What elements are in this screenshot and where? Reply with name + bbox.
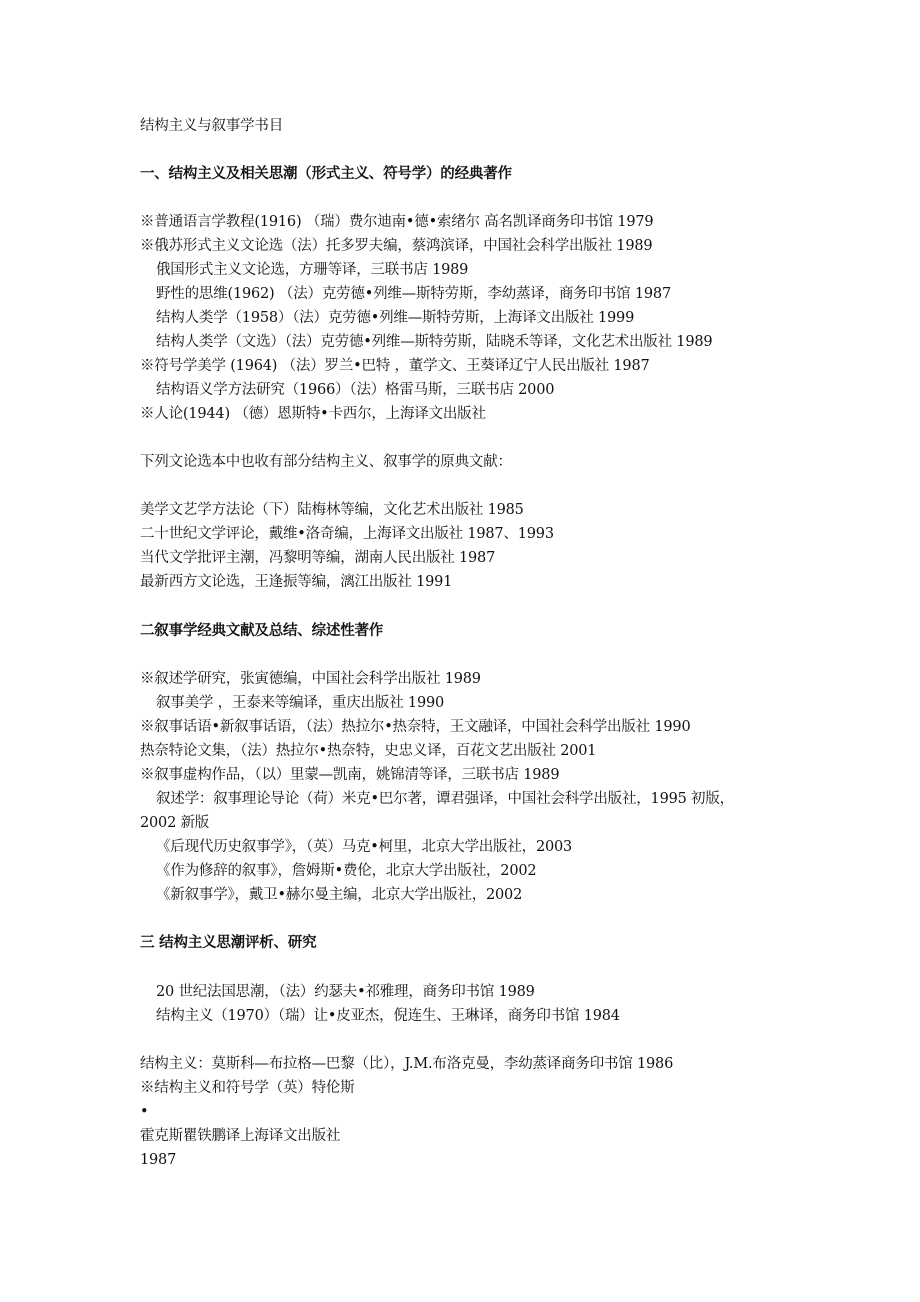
bibliography-entry: 野性的思维(1962) （法）克劳德•列维—斯特劳斯，李幼蒸译，商务印书馆 1987 — [156, 286, 671, 302]
bibliography-entry: 热奈特论文集，（法）热拉尔•热奈特，史忠义译，百花文艺出版社 2001 — [140, 743, 597, 759]
bibliography-entry: 二十世纪文学评论，戴维•洛奇编，上海译文出版社 1987、1993 — [140, 526, 554, 542]
bibliography-entry: ※普通语言学教程(1916) （瑞）费尔迪南•德•索绪尔 高名凯译商务印书馆 1979 — [140, 214, 654, 230]
bibliography-entry: ※叙事虚构作品，（以）里蒙—凯南，姚锦清等译，三联书店 1989 — [140, 767, 560, 783]
bibliography-entry: 结构主义（1970）（瑞）让•皮亚杰，倪连生、王琳译，商务印书馆 1984 — [156, 1008, 620, 1024]
bibliography-entry: 叙事美学 ，王泰来等编译，重庆出版社 1990 — [156, 695, 445, 711]
bibliography-entry: ※叙事话语•新叙事话语，（法）热拉尔•热奈特，王文融译，中国社会科学出版社 1990 — [140, 719, 691, 735]
bibliography-entry: 《后现代历史叙事学》，（英）马克•柯里，北京大学出版社，2003 — [156, 839, 573, 855]
section-heading-3: 三 结构主义思潮评析、研究 — [140, 934, 317, 951]
bibliography-entry-continued: 霍克斯瞿铁鹏译上海译文出版社 — [140, 1128, 341, 1144]
bibliography-entry: 结构主义：莫斯科—布拉格—巴黎（比），J.M.布洛克曼，李幼蒸译商务印书馆 1986 — [140, 1056, 674, 1072]
bibliography-entry: 俄国形式主义文论选，方珊等译，三联书店 1989 — [156, 262, 469, 278]
intro-paragraph: 下列文论选本中也收有部分结构主义、叙事学的原典文献： — [140, 454, 512, 470]
bibliography-entry: 美学文艺学方法论（下）陆梅林等编，文化艺术出版社 1985 — [140, 502, 524, 518]
bibliography-entry: ※人论(1944) （德）恩斯特•卡西尔，上海译文出版社 — [140, 406, 486, 422]
bibliography-entry: 20 世纪法国思潮，（法）约瑟夫•祁雅理，商务印书馆 1989 — [156, 984, 535, 1000]
bullet-separator: • — [140, 1104, 149, 1120]
bibliography-entry: ※俄苏形式主义文论选（法）托多罗夫编，蔡鸿滨译，中国社会科学出版社 1989 — [140, 238, 653, 254]
bibliography-entry: 结构语义学方法研究（1966）（法）格雷马斯，三联书店 2000 — [156, 382, 555, 398]
bibliography-entry: 叙述学：叙事理论导论（荷）米克•巴尔著，谭君强译，中国社会科学出版社，1995 初版， — [156, 791, 734, 807]
section-heading-1: 一、结构主义及相关思潮（形式主义、符号学）的经典著作 — [140, 165, 512, 182]
document-title: 结构主义与叙事学书目 — [140, 118, 283, 134]
bibliography-entry-continued: 2002 新版 — [140, 815, 210, 831]
bibliography-entry: 《作为修辞的叙事》，詹姆斯•费伦，北京大学出版社，2002 — [156, 863, 537, 879]
bibliography-entry: 最新西方文论选，王逢振等编，漓江出版社 1991 — [140, 574, 453, 590]
bibliography-entry: 结构人类学（文选）（法）克劳德•列维—斯特劳斯，陆晓禾等译，文化艺术出版社 1989 — [156, 334, 713, 350]
bibliography-entry: 《新叙事学》，戴卫•赫尔曼主编，北京大学出版社，2002 — [156, 887, 523, 903]
bibliography-entry-continued: 1987 — [140, 1152, 177, 1168]
section-heading-2: 二叙事学经典文献及总结、综述性著作 — [140, 622, 384, 639]
bibliography-entry: ※叙述学研究，张寅德编，中国社会科学出版社 1989 — [140, 671, 481, 687]
bibliography-entry: 结构人类学（1958）（法）克劳德•列维—斯特劳斯，上海译文出版社 1999 — [156, 310, 635, 326]
bibliography-entry: 当代文学批评主潮，冯黎明等编，湖南人民出版社 1987 — [140, 550, 496, 566]
bibliography-entry: ※符号学美学 (1964) （法）罗兰•巴特 ，董学文、王葵译辽宁人民出版社 1987 — [140, 358, 650, 374]
bibliography-entry: ※结构主义和符号学（英）特伦斯 — [140, 1080, 355, 1096]
